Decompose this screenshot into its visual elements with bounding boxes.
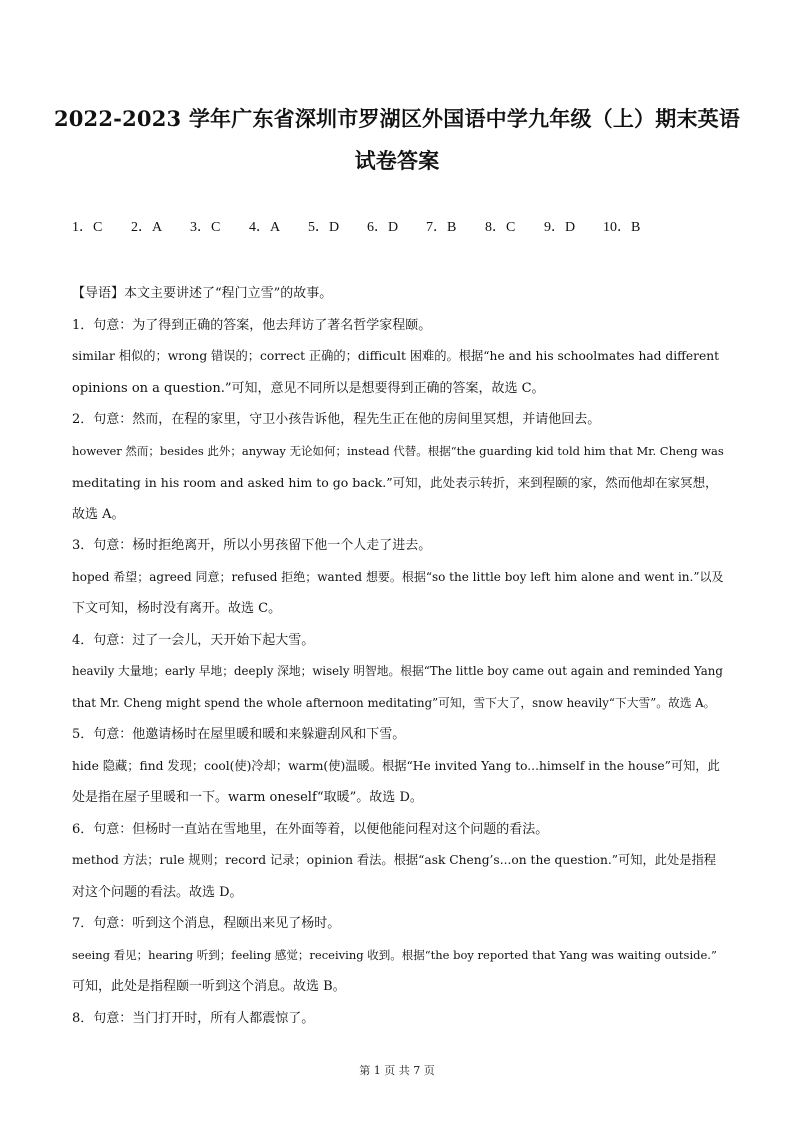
explanation-line: 1．句意：为了得到正确的答案，他去拜访了著名哲学家程颐。	[72, 317, 432, 333]
explanation-line: 6．句意：但杨时一直站在雪地里，在外面等着，以便他能问程对这个问题的看法。	[72, 821, 549, 837]
explanation-line: however 然而；besides 此外；anyway 无论如何；instead 代替。根据“the guarding kid told him that Mr. Cheng was	[72, 443, 724, 458]
explanation-line: 8．句意：当门打开时，所有人都震惊了。	[72, 1010, 315, 1026]
title-line-1: 2022-2023 学年广东省深圳市罗湖区外国语中学九年级（上）期末英语	[53, 106, 741, 131]
explanation-line: seeing 看见；hearing 听到；feeling 感觉；receiving 收到。根据“the boy reported that Yang was waiting outside.”	[72, 947, 717, 962]
answer-6: 6．D	[367, 220, 399, 235]
explanation-line: that Mr. Cheng might spend the whole afternoon meditating”可知，雪下大了，snow heavily“下大雪”。故选 A。	[72, 695, 716, 710]
answer-10: 10．B	[603, 220, 641, 235]
explanation-line: 5．句意：他邀请杨时在屋里暖和暖和来躲避刮风和下雪。	[72, 727, 406, 742]
answer-key-row	[72, 216, 732, 238]
answer-8: 8．C	[485, 220, 516, 235]
document-title	[50, 98, 744, 182]
answer-4: 4．A	[249, 220, 281, 235]
explanation-line: 3．句意：杨时拒绝离开，所以小男孩留下他一个人走了进去。	[72, 538, 432, 553]
explanation-line: similar 相似的；wrong 错误的；correct 正确的；difficult 困难的。根据“he and his schoolmates had different	[72, 349, 720, 363]
answer-7: 7．B	[426, 220, 457, 235]
answer-9: 9．D	[544, 220, 576, 235]
explanation-line: 处是指在屋子里暖和一下。warm oneself“取暖”。故选 D。	[72, 790, 423, 805]
page-footer: 第 1 页 共 7 页	[359, 1064, 435, 1077]
title-line-2: 试卷答案	[354, 148, 440, 173]
answer-5: 5．D	[308, 220, 340, 235]
explanation-line: meditating in his room and asked him to go back.”可知，此处表示转折，来到程颐的家，然而他却在家冥想，	[72, 475, 718, 490]
explanation-line: hide 隐藏；find 发现；cool(使)冷却；warm(使)温暖。根据“He invited Yang to...himself in the house”可知，此	[72, 758, 720, 773]
answer-3: 3．C	[190, 220, 221, 235]
explanation-line: heavily 大量地；early 早地；deeply 深地；wisely 明智地。根据“The little boy came out again and reminded Yang	[72, 664, 723, 678]
explanation-line: 可知，此处是指程颐一听到这个消息。故选 B。	[72, 979, 346, 994]
explanation-line: 4．句意：过了一会儿，天开始下起大雪。	[72, 632, 315, 648]
explanation-line: opinions on a question.”可知，意见不同所以是想要得到正确的答案，故选 C。	[72, 380, 545, 396]
explanation-line: 7．句意：听到这个消息，程颐出来见了杨时。	[72, 916, 341, 931]
answer-1: 1．C	[72, 220, 103, 235]
explanation-line: 下文可知，杨时没有离开。故选 C。	[72, 601, 282, 616]
explanation-line: 对这个问题的看法。故选 D。	[72, 884, 243, 900]
explanation-body	[72, 278, 726, 1034]
explanation-line: method 方法；rule 规则；record 记录；opinion 看法。根据“ask Cheng’s...on the question.”可知，此处是指程	[72, 853, 717, 867]
answer-2: 2．A	[131, 220, 163, 235]
explanation-line: hoped 希望；agreed 同意；refused 拒绝；wanted 想要。根据“so the little boy left him alone and went in.”以及	[72, 569, 724, 584]
explanation-line: 2．句意：然而，在程的家里，守卫小孩告诉他，程先生正在他的房间里冥想，并请他回去。	[72, 412, 601, 427]
intro-line: 【导语】本文主要讲述了“程门立雪”的故事。	[72, 286, 333, 301]
explanation-line: 故选 A。	[72, 506, 125, 522]
